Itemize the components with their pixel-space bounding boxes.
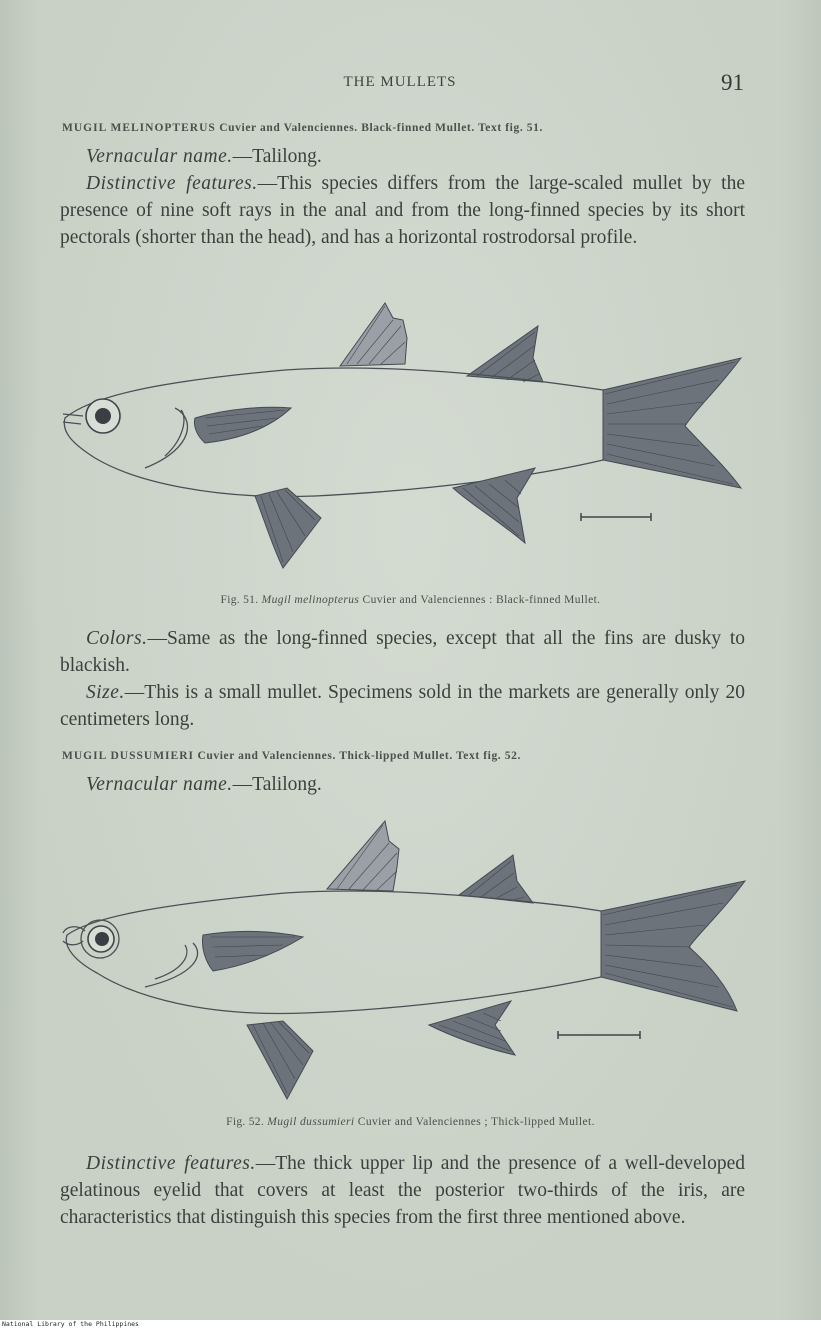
vernacular-label: Vernacular name.: [86, 146, 233, 167]
figure-52: [55, 815, 755, 1110]
figure-species-name: Mugil melinopterus: [261, 594, 360, 606]
features-label: Distinctive features.: [86, 1153, 256, 1174]
features-label: Distinctive features.: [86, 173, 258, 194]
vernacular-text: —Talilong.: [232, 774, 322, 795]
size-label: Size.: [86, 682, 125, 703]
species-heading-dussumieri: [62, 750, 521, 762]
colors-text: —Same as the long-finned species, except that all the fins are dusky to blackish.: [60, 628, 745, 676]
running-title: THE MULLETS: [343, 74, 457, 90]
figure-caption-rest: Cuvier and Valenciennes ; Thick-lipped Mullet.: [354, 1116, 595, 1128]
species-name: MUGIL DUSSUMIERI: [62, 750, 194, 762]
running-head: [0, 72, 821, 96]
thick-lipped-mullet-illustration-icon: [55, 815, 755, 1105]
species-heading-rest: Cuvier and Valenciennes. Thick-lipped Mullet. Text fig. 52.: [193, 750, 521, 762]
black-finned-mullet-illustration-icon: [55, 298, 755, 583]
vernacular-name-paragraph-1: [60, 143, 745, 170]
vernacular-label: Vernacular name.: [86, 774, 233, 795]
figure-51-caption: [0, 594, 821, 606]
figure-label: Fig. 51.: [220, 594, 259, 606]
size-text: —This is a small mullet. Specimens sold in the markets are generally only 20 centimeters long.: [60, 682, 745, 730]
library-credit: National Library of the Philippines: [2, 1320, 139, 1328]
figure-species-name: Mugil dussumieri: [267, 1116, 355, 1128]
figure-label: Fig. 52.: [226, 1116, 264, 1128]
figure-caption-rest: Cuvier and Valenciennes : Black-finned Mullet.: [359, 594, 601, 606]
figure-51: [55, 298, 755, 588]
figure-52-caption: [0, 1116, 821, 1128]
vernacular-text: —Talilong.: [232, 146, 322, 167]
features-text: —This species differs from the large-scaled mullet by the presence of nine soft rays in the anal and from the long-finned species by its short pectorals (shorter than the head), and has a horizontal rostrodorsal profile.: [60, 173, 745, 248]
species-name: MUGIL MELINOPTERUS: [62, 122, 216, 134]
species-heading-melinopterus: [62, 122, 543, 134]
distinctive-features-paragraph-2: [60, 1150, 745, 1231]
colors-paragraph: [60, 625, 745, 679]
distinctive-features-paragraph-1: [60, 170, 745, 251]
species-heading-rest: Cuvier and Valenciennes. Black-finned Mullet. Text fig. 51.: [215, 122, 543, 134]
features-text: —The thick upper lip and the presence of a well-developed gelatinous eyelid that covers at least the posterior two-thirds of the iris, are characteristics that distinguish this species from the first three mentioned above.: [60, 1153, 745, 1228]
page-number: 91: [721, 70, 744, 95]
size-paragraph: [60, 679, 745, 733]
colors-label: Colors.: [86, 628, 148, 649]
vernacular-name-paragraph-2: [60, 771, 745, 798]
